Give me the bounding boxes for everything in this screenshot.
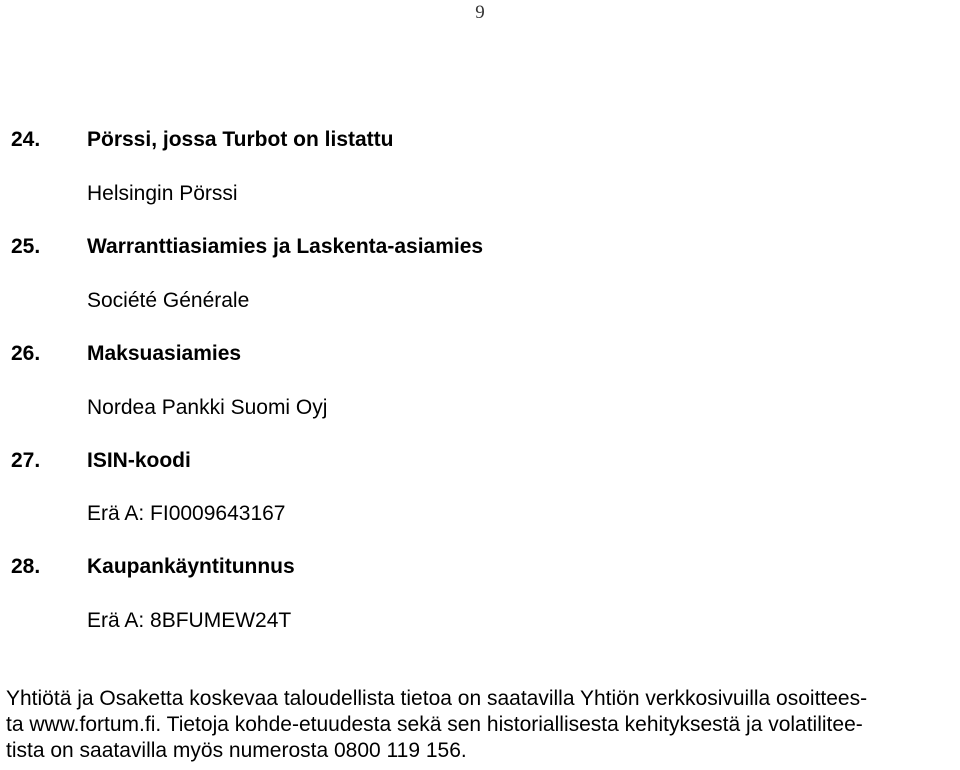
page-number: 9 [475,2,485,23]
footer-line: tista on saatavilla myös numerosta 0800 119 156. [6,739,467,762]
section-title: Pörssi, jossa Turbot on listattu [87,128,394,151]
section-value: Erä A: 8BFUMEW24T [87,609,292,632]
section-value: Nordea Pankki Suomi Oyj [87,396,328,419]
section-24-value-row [0,180,960,210]
section-value: Société Générale [87,289,250,312]
footer-line: ta www.fortum.fi. Tietoja kohde-etuudesta sekä sen historiallisesta kehityksestä ja volatilitee- [6,713,863,736]
section-27-value-row [0,500,960,530]
section-number: 24. [11,128,41,151]
section-24 [0,126,960,156]
section-28-value-row [0,607,960,637]
section-25 [0,233,960,263]
section-27 [0,447,960,477]
section-title: Warranttiasiamies ja Laskenta-asiamies [87,235,484,258]
section-26-value-row [0,394,960,424]
section-number: 26. [11,342,41,365]
section-value: Erä A: FI0009643167 [87,502,286,525]
section-28 [0,553,960,583]
section-number: 28. [11,555,41,578]
section-number: 25. [11,235,41,258]
section-title: Kaupankäyntitunnus [87,555,295,578]
footer-paragraph [6,686,956,764]
section-number: 27. [11,449,41,472]
section-25-value-row [0,287,960,317]
section-value: Helsingin Pörssi [87,182,238,205]
section-title: Maksuasiamies [87,342,242,365]
section-26 [0,340,960,370]
footer-line: Yhtiötä ja Osaketta koskevaa taloudellista tietoa on saatavilla Yhtiön verkkosivuilla osoittees- [6,687,868,710]
section-title: ISIN-koodi [87,449,191,472]
